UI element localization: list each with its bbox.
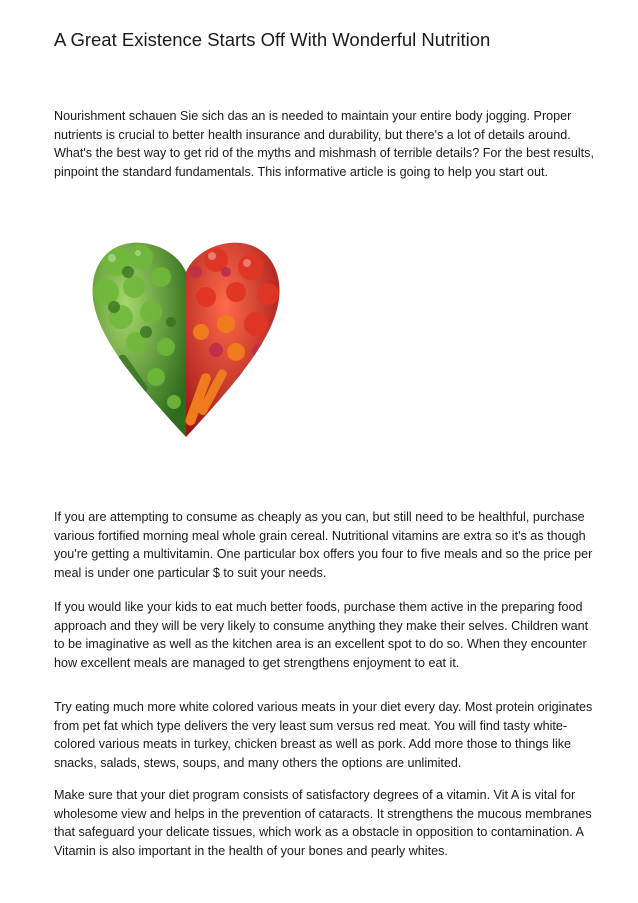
heart-of-fruits-and-vegetables-image xyxy=(86,232,286,442)
paragraph-intro: Nourishment schauen Sie sich das an is needed to maintain your entire body jogging. Proper nutrients is crucial to better health insurance and durability, but there's a lot of details around. What's the best way to get rid of the myths and mishmash of terrible details? For the best results, pinpoint the standard fundamentals. This informative article is going to help you start out. xyxy=(54,109,594,179)
paragraph-kids-cooking: If you would like your kids to eat much better foods, purchase them active in the preparing food approach and they will be very likely to consume anything they make their selves. Children want to be imaginative as well as the kitchen area is an excellent spot to do so. When they encounter how excellent meals are managed to get strengthens enjoyment to eat it. xyxy=(54,600,589,670)
paragraph-cereal: If you are attempting to consume as cheaply as you can, but still need to be healthful, purchase various fortified morning meal whole grain cereal. Nutritional vitamins are extra so it's as though you're getting a multivitamin. One particular box offers you four to five meals and so the price per meal is under one particular $ to suit your needs. xyxy=(54,510,593,580)
paragraph-vitamin-a: Make sure that your diet program consists of satisfactory degrees of a vitamin. Vit A is vital for wholesome view and helps in the prevention of cataracts. It strengthens the mucous membranes that safeguard your delicate tissues, which work as a obstacle in opposition to contamination. A Vitamin is also important in the health of your bones and pearly whites. xyxy=(54,788,592,858)
paragraph-white-meat: Try eating much more white colored various meats in your diet every day. Most protein originates from pet fat which type delivers the very least sum versus red meat. You will find tasty white-colored various meats in turkey, chicken breast as well as pork. Add more those to things like snacks, salads, stews, soups, and many others the options are unlimited. xyxy=(54,700,593,770)
page-title: A Great Existence Starts Off With Wonderful Nutrition xyxy=(54,29,491,50)
